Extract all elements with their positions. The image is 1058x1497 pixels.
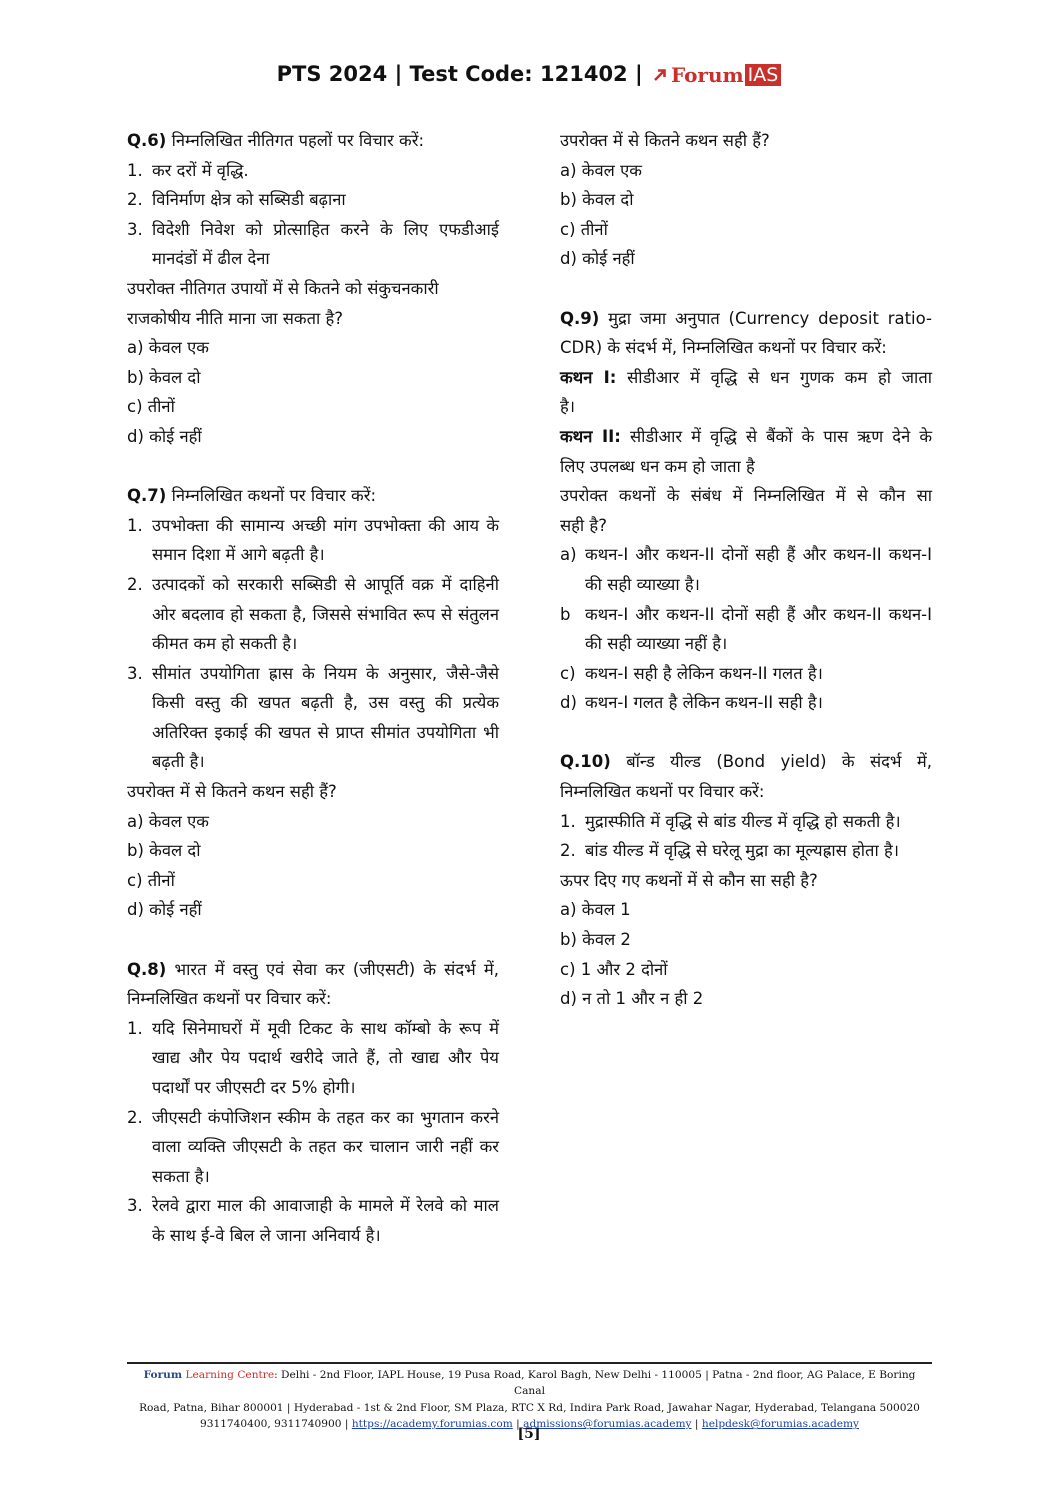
statement-item — [127, 215, 499, 274]
option-letter: d) — [560, 693, 577, 713]
statement-text: है। — [560, 397, 576, 417]
option-text: कथन-I और कथन-II दोनों सही हैं और कथन-II कथन-I की सही व्याख्या नहीं है। — [585, 604, 932, 654]
statement-text: विनिर्माण क्षेत्र को सब्सिडी बढ़ाना — [152, 190, 346, 210]
footer-divider — [127, 1362, 932, 1364]
statement-number: 2. — [127, 190, 143, 210]
academy-link[interactable]: https://academy.forumias.com — [351, 1418, 513, 1431]
forumias-logo — [652, 63, 781, 87]
question-stem: भारत में वस्तु एवं सेवा कर (जीएसटी) के संदर्भ में, — [174, 959, 499, 979]
page-header — [0, 62, 1058, 87]
question-stem: निम्नलिखित नीतिगत पहलों पर विचार करें: — [171, 131, 425, 150]
question-8-continued — [560, 126, 932, 274]
option-c: c) तीनों — [560, 219, 608, 239]
statement-text: मुद्रास्फीति में वृद्धि से बांड यील्ड में वृद्धि हो सकती है। — [585, 811, 901, 831]
option-d: d) कोई नहीं — [127, 900, 202, 920]
option-letter: b — [560, 604, 571, 624]
statement-label: कथन I: — [560, 367, 617, 387]
arrow-up-right-icon — [652, 67, 668, 83]
statement-number: 2. — [560, 841, 576, 861]
statement-item — [127, 570, 499, 659]
question-prompt: उपरोक्त में से कितने कथन सही हैं? — [560, 131, 770, 150]
question-prompt: उपरोक्त कथनों के संबंध में निम्नलिखित में से कौन सा — [560, 486, 932, 506]
question-number: Q.8) — [127, 959, 167, 979]
logo-ias-text: IAS — [745, 64, 782, 86]
statement-item — [127, 511, 499, 570]
option-text: कथन-I और कथन-II दोनों सही हैं और कथन-II कथन-I की सही व्याख्या है। — [585, 545, 932, 594]
statement-text: सीडीआर में वृद्धि से बैंकों के पास ऋण देने के — [629, 426, 932, 446]
question-number: Q.7) — [127, 486, 167, 506]
option-c — [560, 659, 932, 689]
page-footer — [127, 1367, 932, 1433]
question-number: Q.6) — [127, 131, 167, 150]
statement-number: 1. — [127, 515, 143, 535]
question-prompt: उपरोक्त में से कितने कथन सही हैं? — [127, 782, 337, 802]
footer-brand-learning-centre: Learning Centre — [182, 1369, 275, 1381]
statement-number: 1. — [127, 160, 143, 180]
statement-item — [127, 185, 499, 215]
question-stem: बॉन्ड यील्ड (Bond yield) के संदर्भ में, — [626, 752, 932, 772]
footer-address: : Delhi - 2nd Floor, IAPL House, 19 Pusa Road, Karol Bagh, New Delhi - 110005 | Patna - 2nd floor, AG Palace, E Boring Canal — [274, 1369, 916, 1398]
statement-text: उपभोक्ता की सामान्य अच्छी मांग उपभोक्ता की आय के समान दिशा में आगे बढ़ती है। — [152, 515, 499, 565]
statement-label: कथन II: — [560, 426, 621, 446]
footer-phones: 9311740400, 9311740900 | — [199, 1418, 349, 1431]
option-b: b) केवल 2 — [560, 930, 631, 950]
option-d — [560, 688, 932, 718]
footer-address-line — [127, 1367, 932, 1400]
option-d: d) कोई नहीं — [560, 249, 635, 269]
logo-forum-text: Forum — [670, 63, 744, 87]
option-d: d) न तो 1 और न ही 2 — [560, 989, 704, 1009]
question-6 — [127, 126, 499, 452]
statement-item — [127, 156, 499, 186]
statement-text: रेलवे द्वारा माल की आवाजाही के मामले में रेलवे को माल के साथ ई-वे बिल ले जाना अनिवार्य है। — [152, 1196, 499, 1245]
question-stem: निम्नलिखित कथनों पर विचार करें: — [171, 486, 377, 506]
option-letter: a) — [560, 545, 577, 565]
statement-text: सीडीआर में वृद्धि से धन गुणक कम हो जाता — [627, 367, 932, 387]
statement-text: कर दरों में वृद्धि. — [152, 160, 249, 180]
option-letter: c) — [560, 663, 576, 683]
option-a: a) केवल एक — [127, 338, 209, 358]
left-column — [127, 126, 499, 1280]
question-10 — [560, 747, 932, 1013]
statement-number: 1. — [560, 811, 576, 831]
admissions-email-link[interactable]: admissions@forumias.academy — [523, 1418, 692, 1431]
statement-item — [127, 659, 499, 777]
statement-item — [127, 1014, 499, 1103]
page-number: [5] — [517, 1426, 541, 1442]
option-b: b) केवल दो — [127, 841, 201, 861]
question-stem: मुद्रा जमा अनुपात (Currency deposit ratio- — [608, 308, 932, 328]
statement-item — [127, 1191, 499, 1250]
footer-separator: | — [516, 1418, 520, 1431]
question-stem: निम्नलिखित कथनों पर विचार करें: — [560, 782, 765, 802]
question-7 — [127, 481, 499, 925]
option-a: a) केवल 1 — [560, 900, 631, 920]
option-text: कथन-I गलत है लेकिन कथन-II सही है। — [585, 693, 823, 713]
question-stem: निम्नलिखित कथनों पर विचार करें: — [127, 989, 332, 1009]
statement-number: 1. — [127, 1018, 143, 1038]
statement-text: सीमांत उपयोगिता ह्रास के नियम के अनुसार, जैसे-जैसे किसी वस्तु की खपत बढ़ती है, उस वस्तु की प्रत्येक अतिरिक्त इकाई की खपत से प्राप्त सीमांत उपयोगिता भी बढ़ती है। — [152, 663, 499, 772]
statement-number: 2. — [127, 1107, 143, 1127]
footer-address-line: Road, Patna, Bihar 800001 | Hyderabad - 1st & 2nd Floor, SM Plaza, RTC X Rd, Indira Park Road, Jawahar Nagar, Hyderabad, Telangana 500020 — [139, 1401, 920, 1414]
question-prompt: उपरोक्त नीतिगत उपायों में से कितने को संकुचनकारी — [127, 278, 439, 298]
question-prompt: ऊपर दिए गए कथनों में से कौन सा सही है? — [560, 870, 818, 890]
statement-number: 3. — [127, 219, 143, 239]
question-prompt: राजकोषीय नीति माना जा सकता है? — [127, 308, 344, 328]
statement-text: विदेशी निवेश को प्रोत्साहित करने के लिए एफडीआई मानदंडों में ढील देना — [152, 219, 499, 269]
option-c: c) 1 और 2 दोनों — [560, 959, 668, 979]
footer-separator: | — [694, 1418, 699, 1431]
statement-text: लिए उपलब्ध धन कम हो जाता है — [560, 456, 755, 476]
helpdesk-email-link[interactable]: helpdesk@forumias.academy — [701, 1418, 860, 1431]
statement-text: उत्पादकों को सरकारी सब्सिडी से आपूर्ति वक्र में दाहिनी ओर बदलाव हो सकता है, जिससे संभावित रूप से संतुलन कीमत कम हो सकती है। — [152, 574, 499, 654]
option-b — [560, 600, 932, 659]
option-c: c) तीनों — [127, 397, 175, 417]
question-prompt: सही है? — [560, 515, 607, 535]
option-a: a) केवल एक — [127, 811, 209, 831]
question-8 — [127, 955, 499, 1251]
question-number: Q.10) — [560, 752, 611, 772]
option-text: कथन-I सही है लेकिन कथन-II गलत है। — [585, 663, 823, 683]
footer-brand-forum: Forum — [143, 1369, 183, 1381]
option-c: c) तीनों — [127, 870, 175, 890]
question-stem: CDR) के संदर्भ में, निम्नलिखित कथनों पर विचार करें: — [560, 338, 887, 358]
statement-item — [560, 807, 932, 837]
statement-number: 3. — [127, 1196, 143, 1216]
right-column — [560, 126, 932, 1043]
statement-text: यदि सिनेमाघरों में मूवी टिकट के साथ कॉम्बो के रूप में खाद्य और पेय पदार्थ खरीदे जाते हैं, तो खाद्य और पेय पदार्थों पर जीएसटी दर 5% होगी। — [152, 1018, 499, 1097]
statement-item — [127, 1103, 499, 1192]
statement-text: जीएसटी कंपोजिशन स्कीम के तहत कर का भुगतान करने वाला व्यक्ति जीएसटी के तहत कर चालान जारी नहीं कर सकता है। — [152, 1107, 499, 1186]
option-d: d) कोई नहीं — [127, 426, 202, 446]
option-a — [560, 540, 932, 599]
option-a: a) केवल एक — [560, 160, 642, 180]
statement-number: 2. — [127, 574, 143, 594]
statement-item — [560, 836, 932, 866]
question-9 — [560, 304, 932, 718]
header-title: PTS 2024 | Test Code: 121402 | — [276, 62, 643, 86]
option-b: b) केवल दो — [560, 190, 634, 210]
option-b: b) केवल दो — [127, 367, 201, 387]
statement-number: 3. — [127, 663, 143, 683]
statement-text: बांड यील्ड में वृद्धि से घरेलू मुद्रा का मूल्यह्रास होता है। — [585, 841, 899, 861]
question-number: Q.9) — [560, 308, 600, 328]
